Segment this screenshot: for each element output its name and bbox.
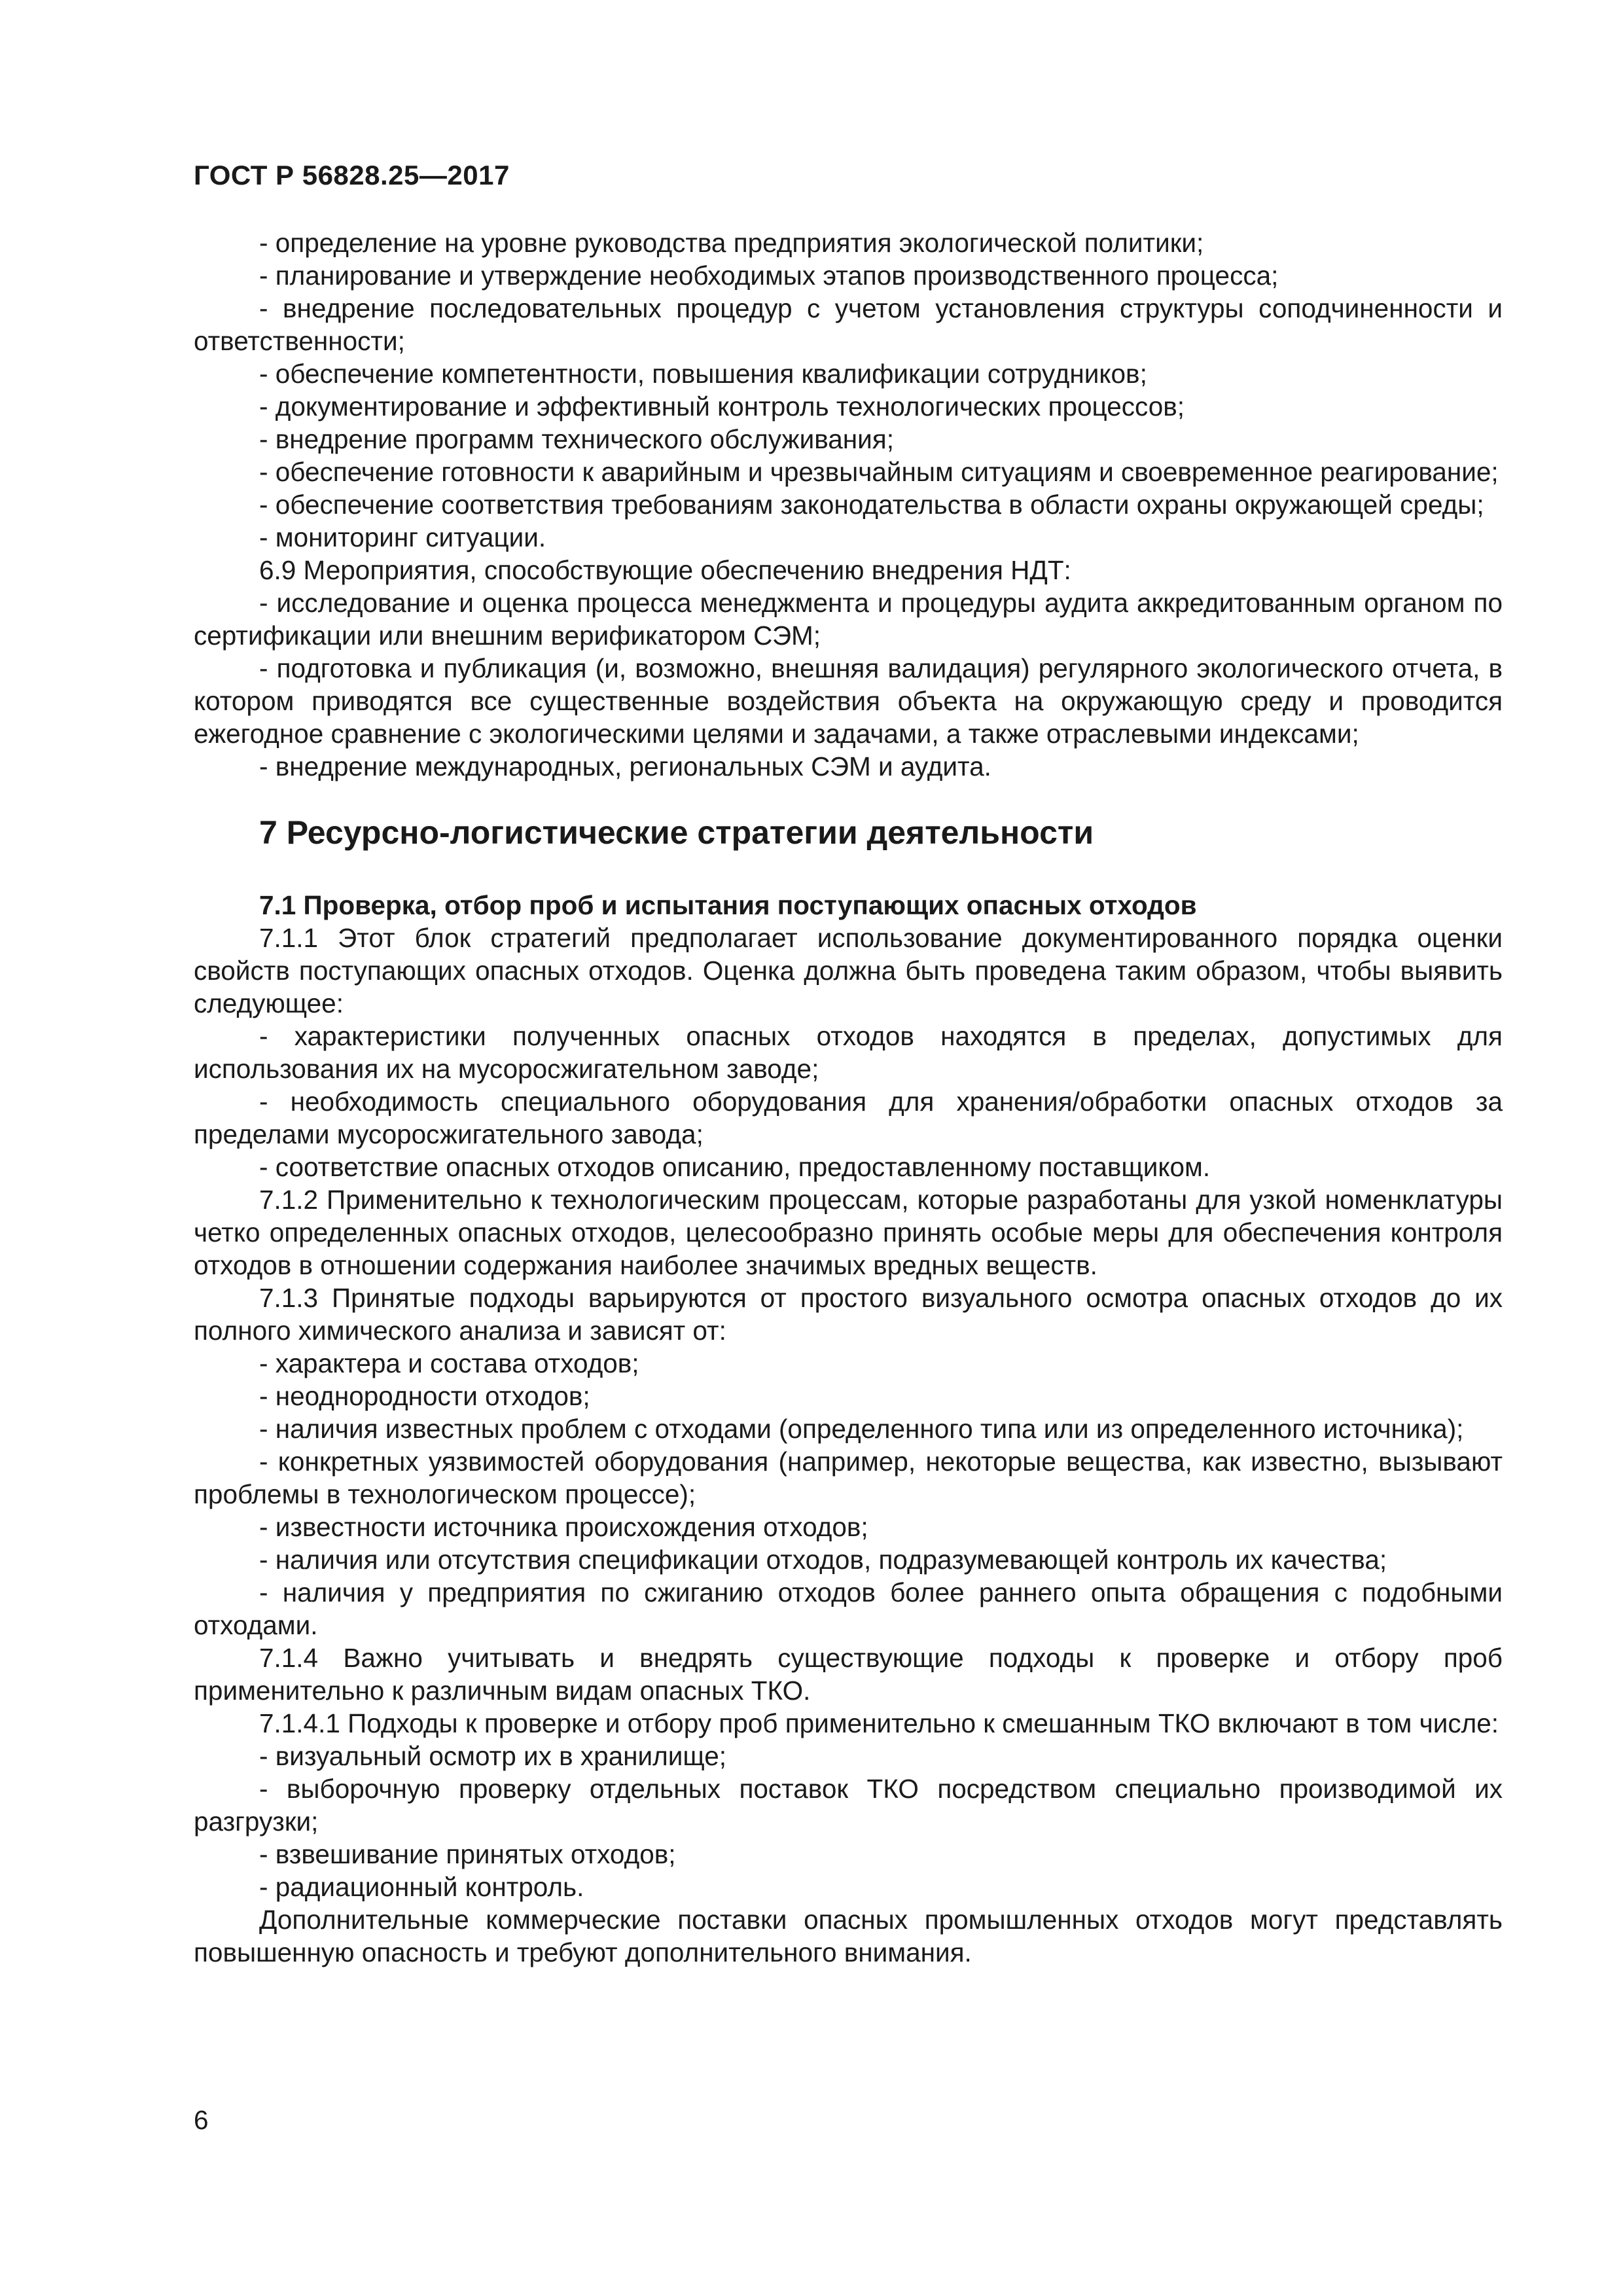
list-item: - обеспечение компетентности, повышения квалификации сотрудников; <box>259 359 1147 389</box>
list-item: - соответствие опасных отходов описанию, предоставленному поставщиком. <box>259 1152 1211 1182</box>
list-item: - внедрение международных, региональных СЭМ и аудита. <box>259 751 991 781</box>
paragraph-closing: Дополнительные коммерческие поставки опасных промышленных отходов могут представлять повышенную опасность и требуют дополнительного внимания. <box>194 1905 1503 1967</box>
paragraph-7-1-3: 7.1.3 Принятые подходы варьируются от простого визуального осмотра опасных отходов до их полного химического анализа и зависят от: <box>194 1283 1503 1346</box>
list-item: - наличия у предприятия по сжиганию отходов более раннего опыта обращения с подобными отходами. <box>194 1577 1503 1640</box>
list-item: - характеристики полученных опасных отходов находятся в пределах, допустимых для использования их на мусоросжигательном заводе; <box>194 1021 1503 1084</box>
list-item: - выборочную проверку отдельных поставок ТКО посредством специально производимой их разгрузки; <box>194 1774 1503 1837</box>
list-item: - обеспечение соответствия требованиям законодательства в области охраны окружающей среды; <box>259 490 1484 520</box>
list-item: - наличия или отсутствия спецификации отходов, подразумевающей контроль их качества; <box>259 1545 1387 1575</box>
paragraph-7-1-4-1: 7.1.4.1 Подходы к проверке и отбору проб применительно к смешанным ТКО включают в том числе: <box>259 1708 1499 1738</box>
list-item: - известности источника происхождения отходов; <box>259 1512 868 1542</box>
document-body <box>194 226 1503 1969</box>
list-item: - подготовка и публикация (и, возможно, внешняя валидация) регулярного экологического отчета, в котором приводятся все существенные воздействия объекта на окружающую среду и проводится ежегодное сравнение с экологическими целями и задачами, а также отраслевыми индексами; <box>194 653 1503 749</box>
list-item: - конкретных уязвимостей оборудования (например, некоторые вещества, как известно, вызывают проблемы в технологическом процессе); <box>194 1446 1503 1509</box>
list-item: - взвешивание принятых отходов; <box>259 1839 676 1869</box>
list-item: - визуальный осмотр их в хранилище; <box>259 1741 727 1771</box>
list-item: - внедрение программ технического обслуживания; <box>259 424 894 454</box>
paragraph-6-9: 6.9 Мероприятия, способствующие обеспечению внедрения НДТ: <box>259 555 1071 585</box>
list-item: - определение на уровне руководства предприятия экологической политики; <box>259 228 1204 258</box>
document-header: ГОСТ Р 56828.25—2017 <box>194 160 510 190</box>
list-item: - наличия известных проблем с отходами (определенного типа или из определенного источника); <box>259 1414 1464 1444</box>
section-heading: 7 Ресурсно-логистические стратегии деятельности <box>259 814 1094 851</box>
list-item: - радиационный контроль. <box>259 1872 584 1902</box>
paragraph-7-1-2: 7.1.2 Применительно к технологическим процессам, которые разработаны для узкой номенклатуры четко определенных опасных отходов, целесообразно принять особые меры для обеспечения контроля отходов в отношении содержания наиболее значимых вредных веществ. <box>194 1185 1503 1280</box>
list-item: - необходимость специального оборудования для хранения/обработки опасных отходов за пределами мусоросжигательного завода; <box>194 1086 1503 1149</box>
subsection-heading: 7.1 Проверка, отбор проб и испытания поступающих опасных отходов <box>259 890 1197 920</box>
page-number: 6 <box>194 2105 209 2135</box>
paragraph-7-1-4: 7.1.4 Важно учитывать и внедрять существующие подходы к проверке и отбору проб применительно к различным видам опасных ТКО. <box>194 1643 1503 1706</box>
list-item: - внедрение последовательных процедур с учетом установления структуры соподчиненности и ответственности; <box>194 293 1503 356</box>
list-item: - характера и состава отходов; <box>259 1348 639 1378</box>
list-item: - неоднородности отходов; <box>259 1381 590 1411</box>
list-item: - мониторинг ситуации. <box>259 522 546 552</box>
list-item: - документирование и эффективный контроль технологических процессов; <box>259 391 1185 422</box>
paragraph-7-1-1: 7.1.1 Этот блок стратегий предполагает использование документированного порядка оценки свойств поступающих опасных отходов. Оценка должна быть проведена таким образом, чтобы выявить следующее: <box>194 923 1503 1018</box>
list-item: - исследование и оценка процесса менеджмента и процедуры аудита аккредитованным органом по сертификации или внешним верификатором СЭМ; <box>194 588 1503 651</box>
list-item: - планирование и утверждение необходимых этапов производственного процесса; <box>259 260 1279 291</box>
list-item: - обеспечение готовности к аварийным и чрезвычайным ситуациям и своевременное реагирование; <box>259 457 1499 487</box>
